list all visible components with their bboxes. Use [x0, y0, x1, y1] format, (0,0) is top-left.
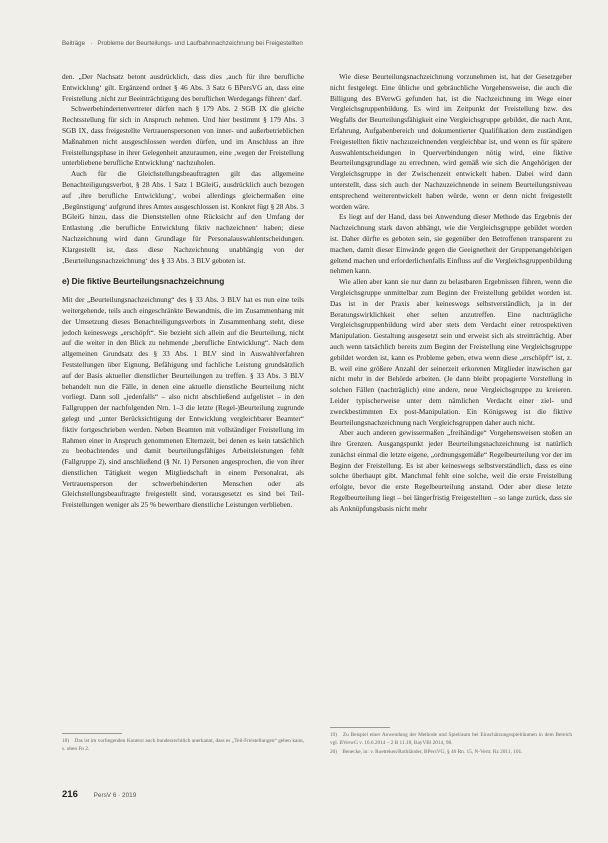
footnote	[330, 749, 572, 757]
running-head-title: Probleme der Beurteilungs- und Laufbahnnachzeichnung bei Freigestellten	[97, 40, 303, 47]
body-paragraph: Schwerbehindertenvertreter dürfen nach § 179 Abs. 2 SGB IX die gleiche Rechtsstellung für sich in Anspruch nehmen. Und hier bestimmt § 179 Abs. 3 SGB IX, dass freigestellte Vertrauenspersonen von inner- und außerbetrieblichen Maßnahmen nicht ausgeschlossen werden dürfen, und im Anschluss an ihre Freistellungsphase in ihrer Gelegenheit anzuraumen, eine ‚wegen der Freistellung unterbliebene berufliche Entwicklung‘ nachzuholen.	[62, 104, 304, 168]
footnote	[330, 732, 572, 747]
section-heading: e) Die fiktive Beurteilungsnachzeichnung	[62, 276, 225, 287]
footnotes-left	[62, 738, 304, 755]
footnote-number: 20)	[330, 749, 338, 756]
footnote-divider	[62, 733, 122, 734]
footnote-text: Benecke, in: v. Roetteken/Rothländer, BPersVG, § 46 Rn. 15, N-Vertr. Rz 2011, 101.	[342, 749, 523, 756]
body-paragraph: Auch für die Gleichstellungsbeauftragten gilt das allgemeine Benachteiligungsverbot, § 28 Abs. 1 Satz 1 BGleiG, ausdrücklich auch bezogen auf ‚ihre berufliche Entwicklung‘, wobei allerdings gleichermaßen eine ‚Begünstigung‘ aufgrund ihres Amtes ausgeschlossen ist. Konkret fügt § 28 Abs. 3 BGleiG hinzu, dass die Dienststellen ohne Rücksicht auf den Umfang der Entlastung ‚die berufliche Entwicklung fiktiv nachzeichnen‘ haben; diese Nachzeichnung wird dann Grundlage für Personalauswahlentscheidungen. Klargestellt ist, dass diese Nachzeichnung unabhängig von der ‚Beurteilungsnachzeichnung‘ des § 33 Abs. 3 BLV geboten ist.	[62, 169, 304, 265]
body-paragraph: den. „Der Nachsatz betont ausdrücklich, dass dies ‚auch für ihre berufliche Entwicklung‘ gilt. Ergänzend ordnet § 46 Abs. 3 Satz 6 BPersVG an, dass eine Freistellung ‚nicht zur Beeinträchtigung des beruflichen Werdegangs führen‘ darf.	[62, 72, 304, 103]
page-number: 216	[62, 789, 78, 800]
footnotes-right	[330, 732, 572, 759]
running-head: Beiträge · Probleme der Beurteilungs- und Laufbahnnachzeichnung bei Freigestellten	[62, 40, 303, 47]
running-head-section: Beiträge	[62, 40, 86, 47]
body-paragraph: Es liegt auf der Hand, dass bei Anwendung dieser Methode das Ergebnis der Nachzeichnung stark davon abhängt, wie die Vergleichsgruppe gebildet worden ist. Daher dürfte es geboten sein, sie gegenüber den Betroffenen transparent zu machen, damit dieser Einwände gegen die Geeignetheit der Gruppenangehörigen geltend machen und erforderlichenfalls Einfluss auf die Vergleichsgruppenbildung nehmen kann.	[330, 212, 572, 276]
right-column	[330, 72, 572, 515]
footnote-number: 18)	[62, 738, 70, 744]
journal-issue: PersV 6 · 2019	[93, 792, 137, 799]
body-paragraph: Wie diese Beurteilungsnachzeichnung vorzunehmen ist, hat der Gesetzgeber nicht festgelegt. Eine übliche und gebräuchliche Vorgehensweise, die auch die Billigung des BVerwG gefunden hat, ist die Nachzeichnung im Wege einer Vergleichsgruppenbildung. Es wird im Zeitpunkt der Freistellung bzw. des Wegfalls der Beurteilungsfähigkeit eine Vergleichsgruppe gebildet, die nach Amt, Erfahrung, Aufgabenbereich und dokumentierter Qualifikation dem zuständigen Freigestellten fiktiv nachzuzeichnenden vergleichbar ist, und wenn es für spätere Auswahlentscheidungen in Querverbindungen nötig wird, eine fiktive Beurteilungsgrundlage zu errechnen, wird gemäß wie sich die Angehörigen der Vergleichsgruppe in der Zwischenzeit entwickelt haben. Dabei wird dann unterstellt, dass sich auch der Nachzuzeichnende in seinem Beurteilungsniveau entsprechend weiterentwickelt haben würde, wenn er denn nicht freigestellt worden wäre.	[330, 72, 572, 211]
body-paragraph: Aber auch anderen gewissermaßen „freihändige“ Vorgehensweisen stoßen an ihre Grenzen. Ausgangspunkt jeder Beurteilungsnachzeichnung ist natürlich zunächst einmal die letzte eigene, „ordnungsgemäße“ Regelbeurteilung vor der im Beginn der Freistellung. Es ist aber keineswegs selbstverständlich, dass es eine solche überhaupt gibt. Manchmal fehlt eine solche, weil die erste Freistellung erfolgte, bevor die erste Regelbeurteilung anstand. Oder aber diese letzte Regelbeurteilung liegt – bei längerfristig Freigestellten – so lange zurück, dass sie als Anknüpfungsbasis nicht mehr	[330, 428, 572, 513]
page-footer	[62, 789, 136, 800]
footnote	[62, 738, 304, 753]
footnote-divider	[330, 727, 390, 728]
footnote-text: Zu Beispiel einer Anwendung der Methode und Spielraum bei Einschätzungsspielräumen in dem Bereich vgl. BVerwG v. 16.6.2014 – 2 B 11.18, BayVBl 2014, 98.	[330, 732, 572, 746]
body-paragraph: Mit der „Beurteilungsnachzeichnung“ des § 33 Abs. 3 BLV hat es nun eine teils weitergehende, teils auch eingeschränkte Bewandtnis, die im Zusammenhang mit der Umsetzung dieses Benachteiligungsverbots in Zusammenhang steht, diese jedoch keineswegs „erschöpft“. Sie bezieht sich allein auf die Beurteilung, nicht auf die weiter in den Blick zu nehmende „berufliche Entwicklung“. Nach dem allgemeinen Grundsatz des § 33 Abs. 1 BLV sind in Auswahlverfahren Feststellungen über Eignung, Befähigung und fachliche Leistung grundsätzlich auf der Basis aktueller dienstlicher Beurteilungen zu treffen. § 33 Abs. 3 BLV behandelt nun die Fälle, in denen eine aktuelle dienstliche Beurteilung nicht vorliegt. Dann soll „jedenfalls“ – also nicht abschließend aufgelistet – in den Fallgruppen der nachfolgenden Nrn. 1–3 die letzte (Regel-)Beurteilung zugrunde gelegt und „unter Berücksichtigung der Entwicklung vergleichbarer Beamter“ fiktiv fortgeschrieben werden. Neben Beamten mit vollständiger Freistellung im Rahmen einer in Anspruch genommenen Elternzeit, bei denen es kein tatsächlich zu beobachtendes und damit beurteilungsfähiges Arbeitsleistungen fehlt (Fallgruppe 2), sind anschließend (§ Nr. 1) Personen angesprochen, die von ihrer dienstlichen Tätigkeit wegen Mitgliedschaft in einem Personalrat, als Vertrauensperson der schwerbehinderten Menschen oder als Gleichstellungsbeauftragte freigestellt sind, vorausgesetzt es sind bei Teil-Freistellungen weniger als 25 % bewertbare dienstliche Leistungen verblieben.	[62, 295, 304, 510]
left-column	[62, 72, 304, 511]
footnote-number: 19)	[330, 732, 338, 738]
body-paragraph: Wie allen aber kann sie nur dann zu belastbaren Ergebnissen führen, wenn die Vergleichsgruppe unmittelbar zum Beginn der Freistellung gebildet worden ist. Das ist in der Praxis aber keineswegs selbstverständlich, ja in der Beratungswirklichkeit eher selten anzutreffen. Eine nachträgliche Vergleichsgruppenbildung wird aber stets dem Verdacht einer retrospektiven Manipulation. Gestaltung ausgesetzt sein und erweist sich als streitträchtig. Aber auch wenn tatsächlich bereits zum Beginn der Freistellung eine Vergleichsgruppe gebildet worden ist, kann es Probleme geben, etwa wenn diese „erschöpft“ ist, z. B. weil eine größere Anzahl der seinerzeit erkorenen Mitglieder inzwischen gar nicht mehr in der Behörde arbeiten. (Je dann bleibt propagierte Vorstellung in solchen Fällen (nachträglich) eine andere, neue Vergleichsgruppe zu kreieren. Leider typischerweise unter dem nämlichen Verdacht einer ziel- und zweckbestimmten Ex post-Manipulation. Ein Königsweg ist die fiktive Beurteilungsnachzeichnung nach Vergleichsgruppen daher auch nicht.	[330, 277, 572, 427]
footnote-text: Das ist im vorliegenden Kontext auch bundesrechtlich anerkannt, dass es „Teil-Freistellungen“ geben kann, s. oben Fn 2.	[62, 738, 305, 752]
